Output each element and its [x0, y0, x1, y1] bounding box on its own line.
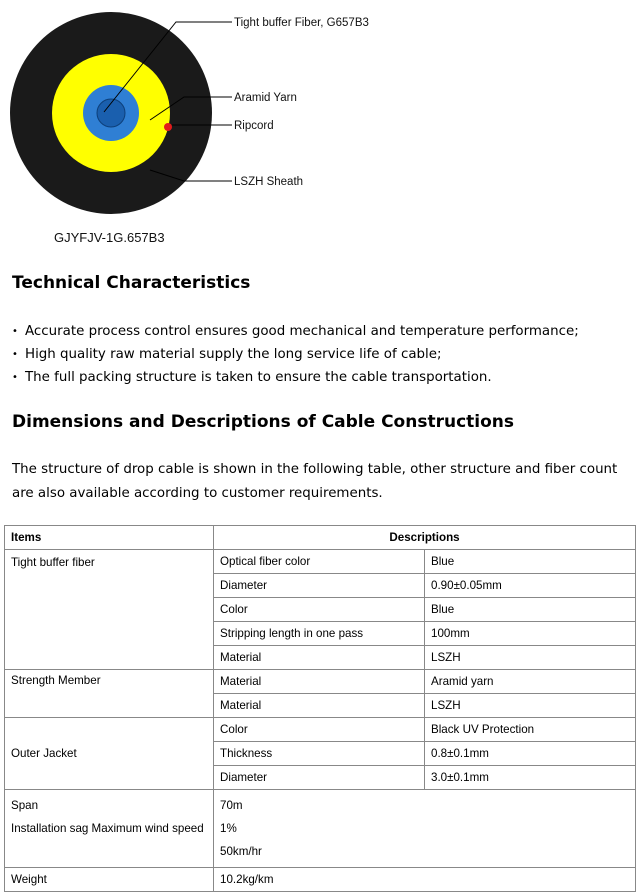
row-value: Aramid yarn [425, 670, 636, 694]
model-label: GJYFJV-1G.657B3 [54, 230, 165, 245]
header-items: Items [5, 526, 214, 550]
technical-bullets [12, 320, 579, 389]
label-aramid: Aramid Yarn [234, 92, 297, 104]
label-fiber: Tight buffer Fiber, G657B3 [234, 17, 369, 29]
span-value: 70m [220, 799, 243, 812]
row-value: 0.8±0.1mm [425, 742, 636, 766]
table-row [5, 550, 636, 574]
ripcord-dot [164, 123, 172, 131]
sag-value: 1% [220, 822, 237, 835]
dimensions-title: Dimensions and Descriptions of Cable Constructions [12, 412, 515, 432]
group-label-outer-jacket: Outer Jacket [5, 718, 214, 790]
group-label-tight-buffer: Tight buffer fiber [5, 550, 214, 670]
row-value: Black UV Protection [425, 718, 636, 742]
row-property: Thickness [214, 742, 425, 766]
bullet-icon: • [12, 326, 18, 337]
row-value: LSZH [425, 646, 636, 670]
label-ripcord: Ripcord [234, 120, 274, 132]
construction-table [4, 525, 636, 892]
bullet-icon: • [12, 349, 18, 360]
group-label-strength-member: Strength Member [5, 670, 214, 718]
table-row-weight [5, 868, 636, 892]
weight-value: 10.2kg/km [214, 868, 636, 892]
row-property: Diameter [214, 766, 425, 790]
header-descriptions: Descriptions [214, 526, 636, 550]
cable-cross-section-diagram [0, 0, 637, 260]
dimensions-description: The structure of drop cable is shown in the following table, other structure and fiber count are also available according to customer requirements. [12, 462, 618, 501]
bullet-item: • The full packing structure is taken to ensure the cable transportation. [12, 366, 579, 389]
table-row-span [5, 790, 636, 868]
table-header-row [5, 526, 636, 550]
row-property: Material [214, 694, 425, 718]
bullet-icon: • [12, 372, 18, 383]
row-property: Optical fiber color [214, 550, 425, 574]
row-value: 3.0±0.1mm [425, 766, 636, 790]
row-value: Blue [425, 550, 636, 574]
span-label: Span [11, 799, 39, 812]
table-row [5, 670, 636, 694]
table-row [5, 718, 636, 742]
bullet-item: • High quality raw material supply the long service life of cable; [12, 343, 579, 366]
weight-label: Weight [5, 868, 214, 892]
row-property: Material [214, 670, 425, 694]
bullet-item: • Accurate process control ensures good mechanical and temperature performance; [12, 320, 579, 343]
span-values [214, 790, 636, 868]
row-property: Material [214, 646, 425, 670]
installation-sag-label: Installation sag Maximum wind speed [11, 822, 204, 835]
cable-diagram-svg [0, 0, 637, 260]
row-value: LSZH [425, 694, 636, 718]
span-labels [5, 790, 214, 868]
wind-speed-value: 50km/hr [220, 845, 262, 858]
row-value: Blue [425, 598, 636, 622]
label-sheath: LSZH Sheath [234, 176, 304, 188]
row-value: 100mm [425, 622, 636, 646]
technical-characteristics-title: Technical Characteristics [12, 273, 251, 293]
row-value: 0.90±0.05mm [425, 574, 636, 598]
row-property: Color [214, 718, 425, 742]
row-property: Stripping length in one pass [214, 622, 425, 646]
row-property: Diameter [214, 574, 425, 598]
row-property: Color [214, 598, 425, 622]
